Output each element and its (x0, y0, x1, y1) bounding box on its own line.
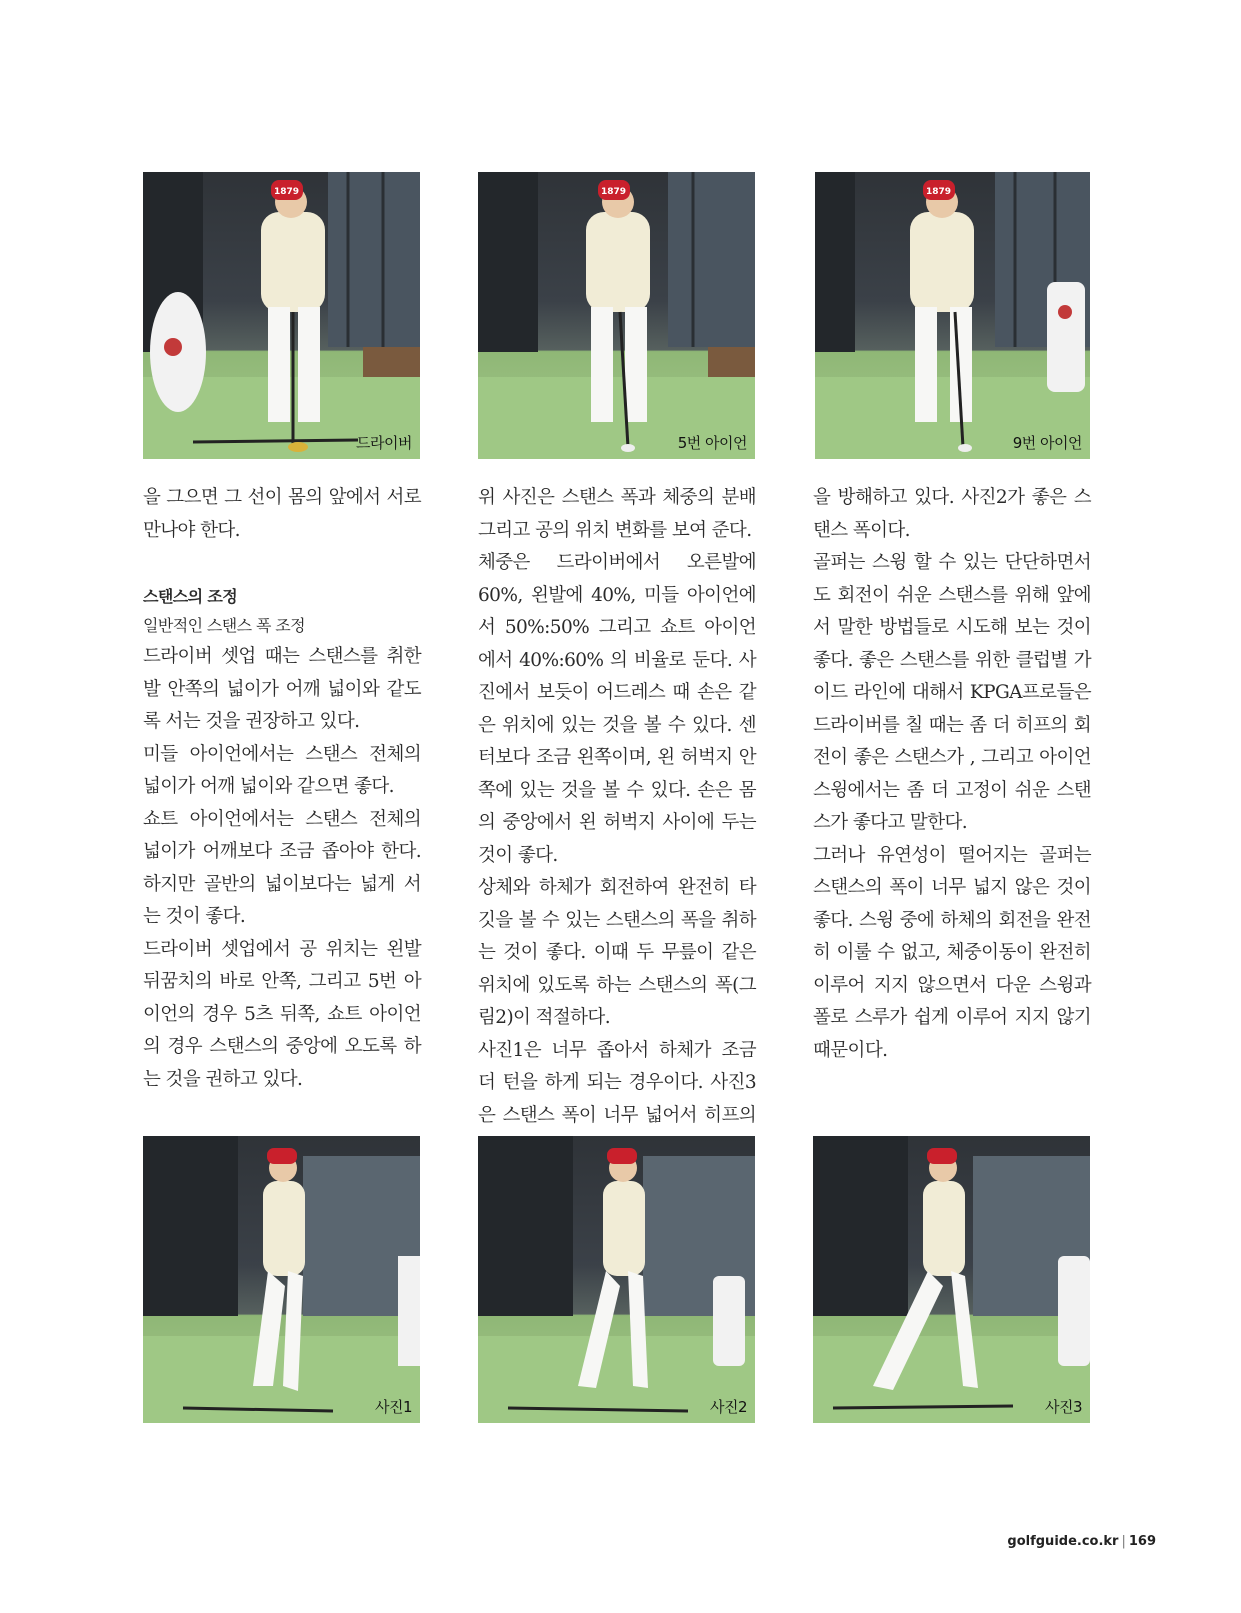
column1-paragraph: 드라이버 셋업 때는 스탠스를 취한 발 안쪽의 넓이가 어깨 넓이와 같도록 서는 것을 권장하고 있다. (143, 646, 421, 732)
column1-paragraph: 쇼트 아이언에서는 스탠스 전체의 넓이가 어깨보다 조금 좁아야 한다. 하지만 골반의 넓이보다는 넓게 서는 것이 좋다. (143, 808, 421, 927)
column2-paragraph: 상체와 하체가 회전하여 완전히 타깃을 볼 수 있는 스탠스의 폭을 취하는 것이 좋다. 이때 두 무릎이 같은 위치에 있도록 하는 스탠스의 폭(그림2)이 적절하다. (478, 877, 756, 1028)
section-subheading: 일반적인 스탠스 폭 조정 (143, 616, 306, 635)
article-column-1 (143, 482, 421, 1096)
photo-3 (813, 1136, 1090, 1423)
golfer-address-illustration (143, 172, 420, 459)
photo-caption-2: 사진2 (709, 1398, 747, 1416)
page-footer (1007, 1534, 1156, 1549)
footer-site: golfguide.co.kr (1007, 1534, 1119, 1549)
cap-logo: 1879 (274, 187, 300, 197)
column2-paragraph: 위 사진은 스탠스 폭과 체중의 분배 그리고 공의 위치 변화를 보여 준다. (478, 487, 756, 541)
golfer-finish-illustration (143, 1136, 420, 1423)
cap-logo: 1879 (926, 187, 952, 197)
column2-paragraph: 사진1은 너무 좁아서 하체가 조금 더 턴을 하게 되는 경우이다. 사진3은 스탠스 폭이 너무 넓어서 히프의 (478, 1039, 756, 1126)
photo-caption-3: 사진3 (1044, 1398, 1082, 1416)
photo-caption-5-iron: 5번 아이언 (677, 434, 747, 452)
article-column-2 (478, 482, 756, 1165)
photo-caption-9-iron: 9번 아이언 (1012, 434, 1082, 452)
golfer-address-illustration (478, 172, 755, 459)
golfer-finish-illustration (478, 1136, 755, 1423)
cap-logo: 1879 (601, 187, 627, 197)
photo-5-iron (478, 172, 755, 459)
photo-caption-driver: 드라이버 (356, 434, 412, 452)
photo-9-iron (815, 172, 1090, 459)
page-number: 169 (1128, 1534, 1156, 1549)
column3-paragraph: 을 방해하고 있다. 사진2가 좋은 스탠스 폭이다. (813, 487, 1091, 541)
photo-caption-1: 사진1 (374, 1398, 412, 1416)
golfer-finish-illustration (813, 1136, 1090, 1423)
photo-driver (143, 172, 420, 459)
column1-paragraph: 미들 아이언에서는 스탠스 전체의 넓이가 어깨 넓이와 같으면 좋다. (143, 743, 421, 797)
section-heading: 스탠스의 조정 (143, 587, 238, 606)
footer-separator: | (1121, 1534, 1126, 1549)
golfer-address-illustration (815, 172, 1090, 459)
column3-paragraph: 그러나 유연성이 떨어지는 골퍼는 스탠스의 폭이 너무 넓지 않은 것이 좋다. 스윙 중에 하체의 회전을 완전히 이룰 수 없고, 체중이동이 완전히 이루어 지지 않으면서 다운 스윙과 폴로 스루가 쉽게 이루어 지지 않기 때문이다. (813, 844, 1091, 1061)
article-column-3 (813, 482, 1091, 1067)
column2-paragraph: 체중은 드라이버에서 오른발에 60%, 왼발에 40%, 미들 아이언에서 50%:50% 그리고 쇼트 아이언에서 40%:60% 의 비율로 둔다. 사진에서 보듯이 어드레스 때 손은 같은 위치에 있는 것을 볼 수 있다. 센터보다 조금 왼쪽이며, 왼 허벅지 안쪽에 있는 것을 볼 수 있다. 손은 몸의 중앙에서 왼 허벅지 사이에 두는 것이 좋다. (478, 552, 756, 866)
column1-intro: 을 그으면 그 선이 몸의 앞에서 서로 만나야 한다. (143, 487, 421, 541)
photo-2 (478, 1136, 755, 1423)
photo-1 (143, 1136, 420, 1423)
column3-paragraph: 골퍼는 스윙 할 수 있는 단단하면서도 회전이 쉬운 스탠스를 위해 앞에서 말한 방법들로 시도해 보는 것이 좋다. 좋은 스탠스를 위한 클럽별 가이드 라인에 대해서 KPGA프로들은 드라이버를 칠 때는 좀 더 히프의 회전이 좋은 스탠스가 , 그리고 아이언 스윙에서는 좀 더 고정이 쉬운 스탠스가 좋다고 말한다. (813, 552, 1091, 833)
column1-paragraph: 드라이버 셋업에서 공 위치는 왼발 뒤꿈치의 바로 안쪽, 그리고 5번 아이언의 경우 5츠 뒤쪽, 쇼트 아이언의 경우 스탠스의 중앙에 오도록 하는 것을 권하고 있다. (143, 938, 421, 1090)
